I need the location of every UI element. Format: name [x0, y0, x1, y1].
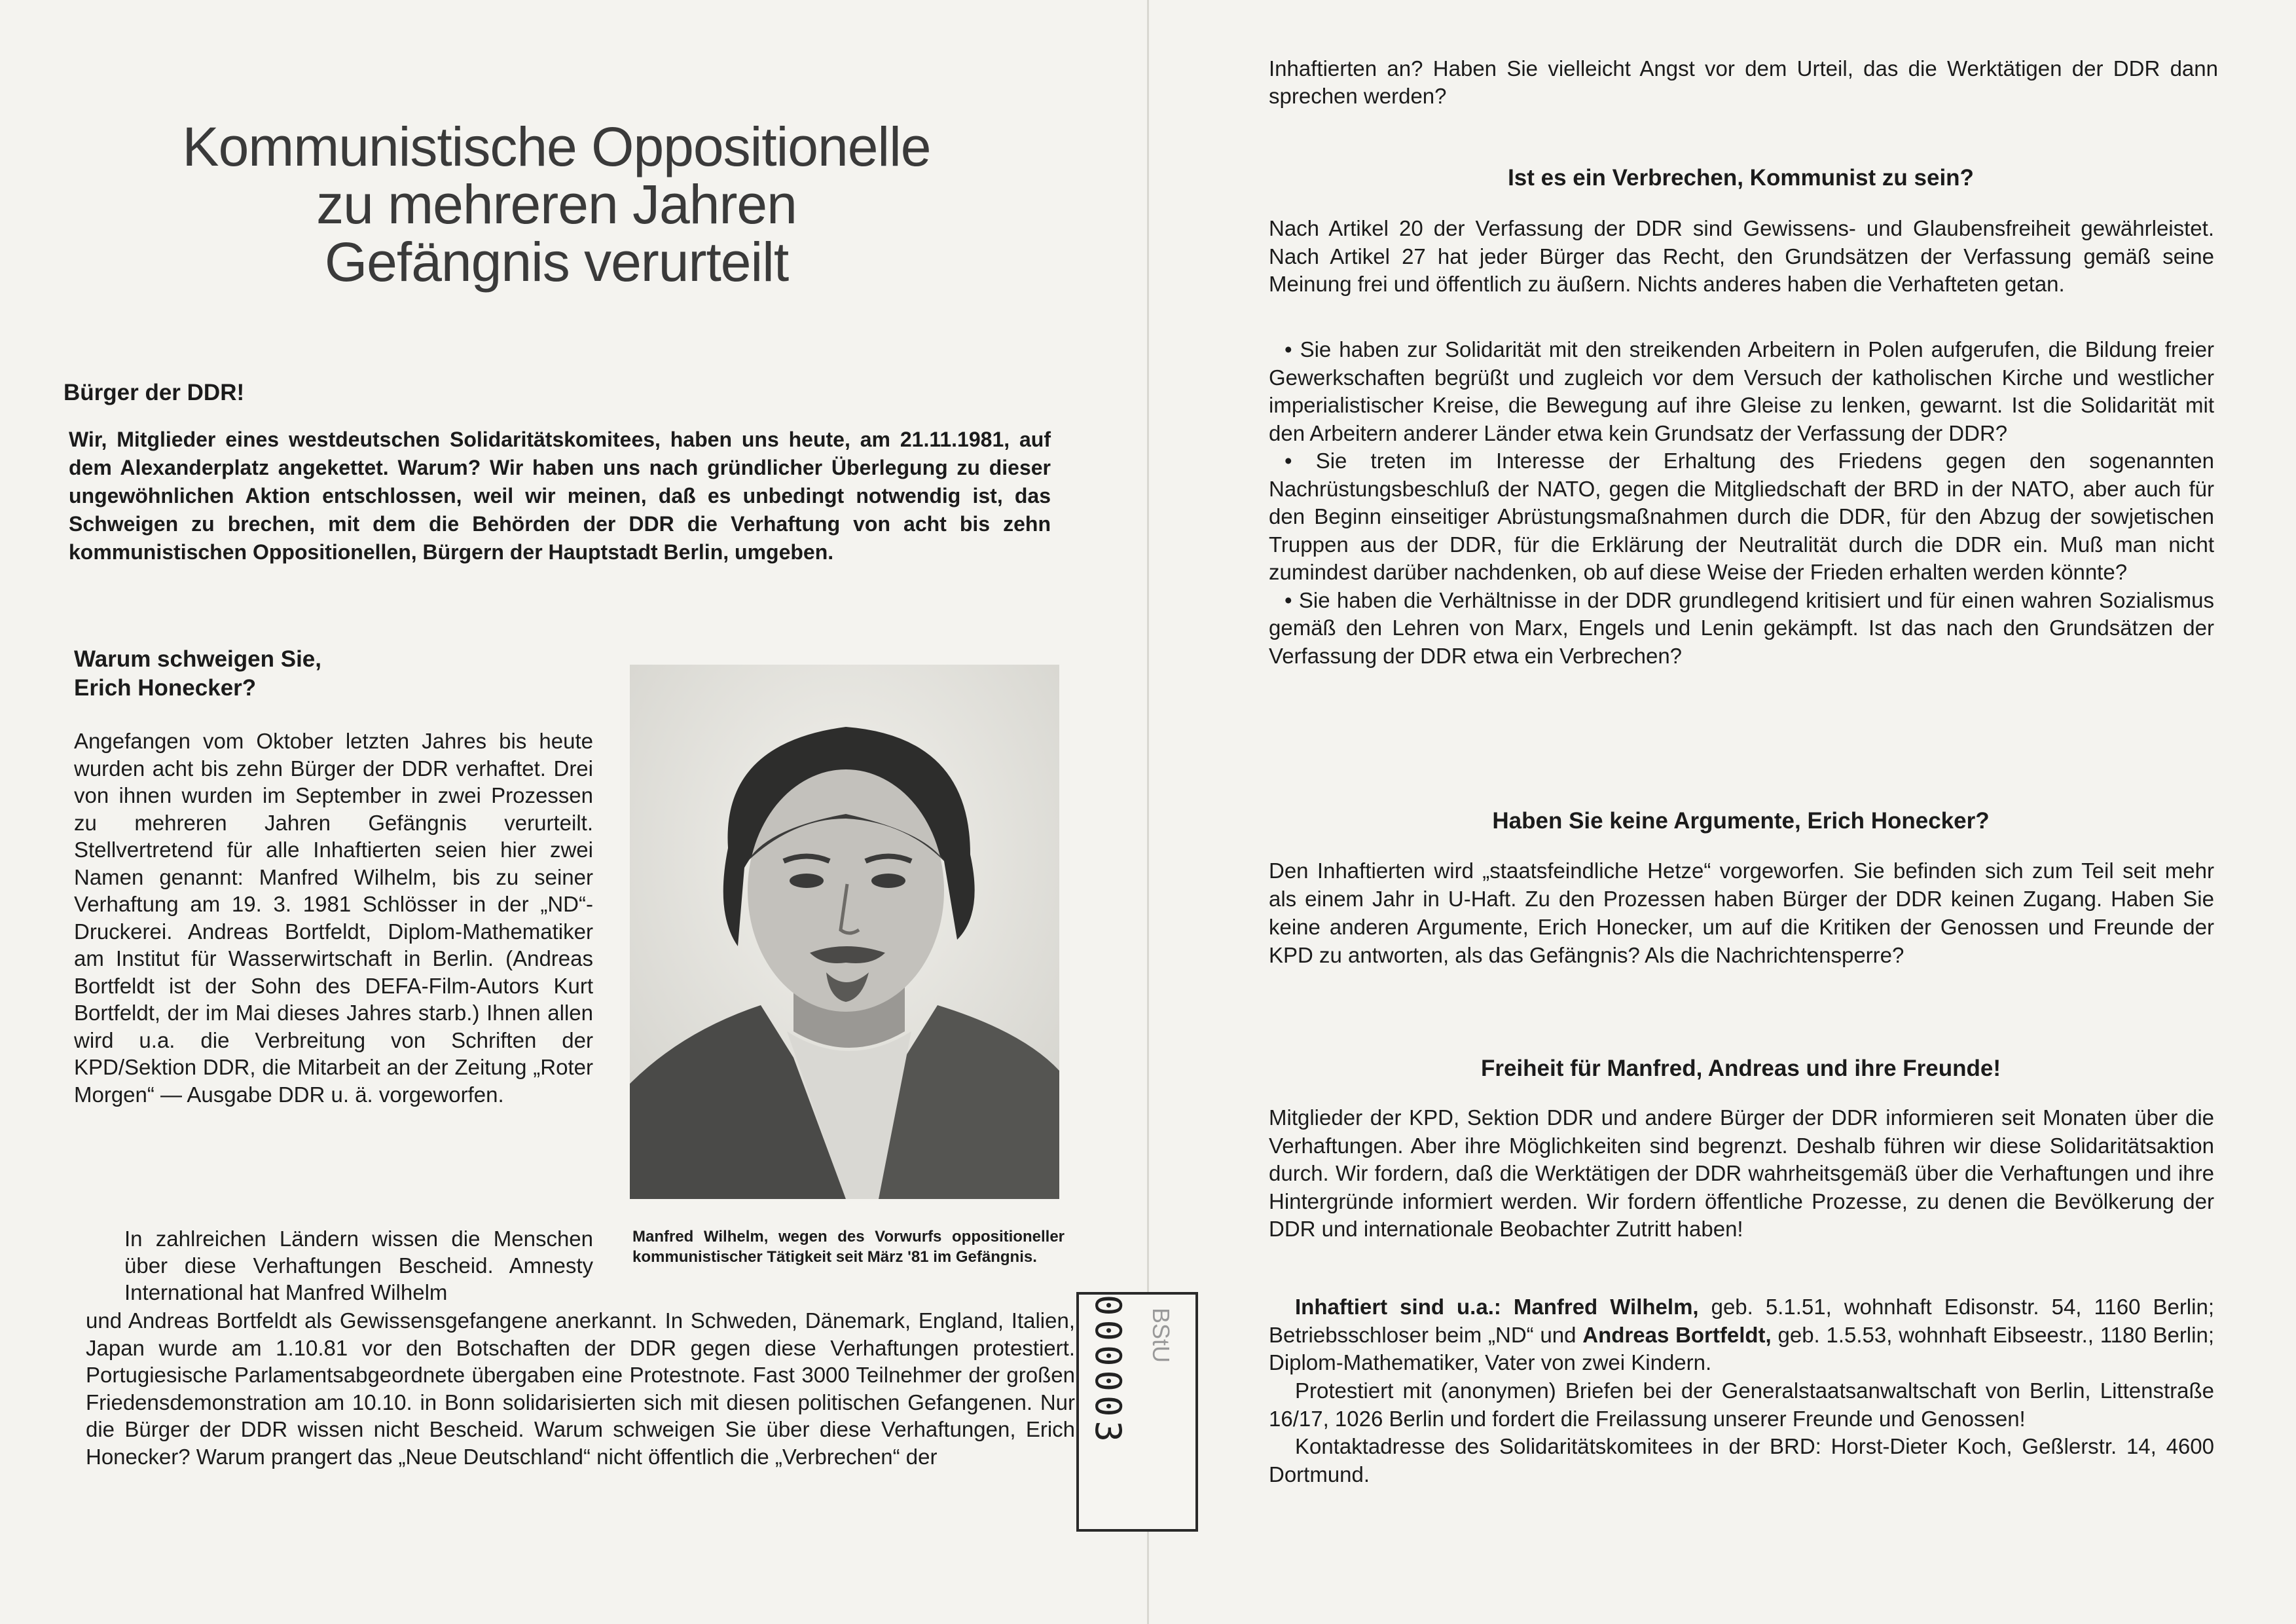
section-heading-line-1: Warum schweigen Sie, [74, 646, 321, 672]
body-paragraph-2-bottom: und Andreas Bortfeldt als Gewissensgefangene anerkannt. In Schweden, Dänemark, England, Italien, Japan wurde am 1.10.81 vor den Botschaften der DDR gegen diese Verhaftungen protestiert. Portugiesische Parlamentsabgeordnete übergaben eine Protestnote. Fast 3000 Teilnehmer der großen Friedensdemonstration am 10.10. in Bonn solidarisierten sich mit diesen politischen Gefangenen. Nur die Bürger der DDR wissen nicht Bescheid. Warum schweigen Sie über diese Verhaftungen, Erich Honecker? Warum prangert das „Neue Deutschland“ nicht öffentlich die „Verbrechen“ der [86, 1308, 1075, 1469]
paragraph-prisoners [1269, 1293, 2214, 1377]
portrait-photo [630, 665, 1059, 1199]
bullet-symbol: • [1285, 587, 1292, 612]
photo-caption: Manfred Wilhelm, wegen des Vorwurfs oppositioneller kommunistischer Tätigkeit seit März '81 im Gefängnis. [632, 1228, 1065, 1266]
bullet-symbol: • [1285, 449, 1292, 473]
greeting: Bürger der DDR! [64, 380, 245, 405]
prisoners-text-b: geb. 1.5.53, wohnhaft Eibseestr., 1180 Berlin; Diplom-Mathematiker, Vater von zwei Kindern. [1269, 1322, 2214, 1375]
headline-line-2: zu mehreren Jahren [316, 174, 797, 235]
headline-line-3: Gefängnis verurteilt [324, 231, 789, 293]
section-heading-line-2: Erich Honecker? [74, 675, 257, 701]
bullet-text: Sie haben zur Solidarität mit den streikenden Arbeitern in Polen aufgerufen, die Bildung freier Gewerkschaften begrüßt und zugleich vor dem Versuch der katholischen Kirche und westlicher imperialistischer Kreise, die Bewegung auf ihre Gleise zu lenken, gewarnt. Ist die Solidarität mit den Arbeitern anderer Länder etwa kein Grundsatz der Verfassung der DDR? [1269, 337, 2214, 445]
stamp-label: BStU [1148, 1308, 1175, 1363]
intro-paragraph: Wir, Mitglieder eines westdeutschen Solidaritätskomitees, haben uns heute, am 21.11.1981, auf dem Alexanderplatz angekettet. Warum? Wir haben uns nach gründlicher Überlegung zu dieser ungewöhnlichen Aktion entschlossen, weil wir meinen, daß es unbedingt notwendig ist, das Schweigen zu brechen, mit dem die Behörden der DDR die Verhaftung von acht bis zehn kommunistischen Oppositionellen, Bürgern der Hauptstadt Berlin, umgeben. [69, 428, 1051, 564]
bullet-item-poland [1269, 336, 2214, 447]
headline-line-1: Kommunistische Oppositionelle [182, 116, 931, 177]
bullet-list [1269, 336, 2214, 670]
prisoners-lead: Inhaftiert sind u.a.: Manfred Wilhelm, [1295, 1295, 1699, 1319]
heading-crime: Ist es ein Verbrechen, Kommunist zu sein? [1508, 165, 1974, 191]
body-paragraph-1: Angefangen vom Oktober letzten Jahres bis heute wurden acht bis zehn Bürger der DDR verhaftet. Drei von ihnen wurden im September in zwei Prozessen zu mehreren Jahren Gefängnis verurteilt. Stellvertretend für alle Inhaftierten seien hier zwei Namen genannt: Manfred Wilhelm, bis zu seiner Verhaftung am 19. 3. 1981 Schlösser in der „ND“-Druckerei. Andreas Bortfeldt, Diplom-Mathematiker am Institut für Wasserwirtschaft in Berlin. (Andreas Bortfeldt ist der Sohn des DEFA-Film-Autors Kurt Bortfeldt, der im Mai dieses Jahres starb.) Ihnen allen wird u.a. die Verbreitung von Schriften der KPD/Sektion DDR, die Mitarbeit an der Zeitung „Roter Morgen“ — Ausgabe DDR u. ä. vorgeworfen. [74, 729, 593, 1107]
heading-freedom: Freiheit für Manfred, Andreas und ihre Freunde! [1480, 1056, 2001, 1081]
continuation-text: Inhaftierten an? Haben Sie vielleicht Angst vor dem Urteil, das die Werktätigen der DDR dann sprechen werden? [1269, 56, 2218, 108]
bullet-item-socialism [1269, 587, 2214, 671]
stamp-number: 000003 [1087, 1295, 1129, 1447]
right-page [1148, 0, 2296, 1624]
headline [98, 118, 1015, 291]
paragraph-demands: Mitglieder der KPD, Sektion DDR und andere Bürger der DDR informieren seit Monaten über die Verhaftungen. Aber ihre Möglichkeiten sind begrenzt. Deshalb führen wir diese Solidaritätsaktion durch. Wir fordern, daß die Werktätigen der DDR wahrheitsgemäß über die Verhaftungen und ihre Hintergründe informiert werden. Wir fordern öffentliche Prozesse, zu denen die Bevölkerung der DDR und internationale Beobachter Zutritt haben! [1269, 1105, 2214, 1241]
prisoners-text-a: geb. 5.1.51, wohnhaft Edisonstr. 54, 1160 Berlin; Betriebsschloser beim „ND“ und [1269, 1295, 2214, 1347]
heading-arguments: Haben Sie keine Argumente, Erich Honecker? [1492, 808, 1990, 834]
prisoner-name-2: Andreas Bortfeldt, [1582, 1322, 1772, 1347]
body-paragraph-2-top: In zahlreichen Ländern wissen die Menschen über diese Verhaftungen Bescheid. Amnesty International hat Manfred Wilhelm [124, 1227, 593, 1304]
bullet-text: Sie treten im Interesse der Erhaltung des Friedens gegen den sogenannten Nachrüstungsbeschluß der NATO, gegen die Mitgliedschaft der BRD in der NATO, aber auch für den Beginn einseitiger Abrüstungsmaßnahmen durch die DDR, für den Abzug der sowjetischen Truppen aus der DDR, für die Erklärung der Neutralität durch die DDR ein. Muß man nicht zumindest darüber nachdenken, ob auf diese Weise der Frieden erhalten werden könnte? [1269, 449, 2215, 584]
bullet-symbol: • [1285, 337, 1292, 361]
paragraph-protest: Protestiert mit (anonymen) Briefen bei der Generalstaatsanwaltschaft von Berlin, Littenstraße 16/17, 1026 Berlin und fordert die Freilassung unserer Freunde und Genossen! [1269, 1378, 2214, 1431]
paragraph-arguments: Den Inhaftierten wird „staatsfeindliche Hetze“ vorgeworfen. Sie befinden sich zum Teil seit mehr als einem Jahr in U-Haft. Zu den Prozessen haben Bürger der DDR keinen Zugang. Haben Sie keine anderen Argumente, Erich Honecker, um auf die Kritiken der Genossen und Freunde der KPD zu antworten, als das Gefängnis? Als die Nachrichtensperre? [1269, 858, 2214, 967]
paragraph-contact: Kontaktadresse des Solidaritätskomitees in der BRD: Horst-Dieter Koch, Geßlerstr. 14, 4600 Dortmund. [1269, 1434, 2214, 1486]
bullet-item-peace [1269, 447, 2214, 587]
bullet-text: Sie haben die Verhältnisse in der DDR grundlegend kritisiert und für einen wahren Sozialismus gemäß den Lehren von Marx, Engels und Lenin gekämpft. Ist das nach den Grundsätzen der Verfassung der DDR etwa ein Verbrechen? [1269, 587, 2214, 668]
portrait-image [630, 665, 1059, 1199]
paragraph-constitution: Nach Artikel 20 der Verfassung der DDR sind Gewissens- und Glaubensfreiheit gewährleistet. Nach Artikel 27 hat jeder Bürger das Recht, den Grundsätzen der Verfassung gemäß seine Meinung frei und öffentlich zu äußern. Nichts anderes haben die Verhafteten getan. [1269, 216, 2214, 296]
section-heading-why-silent [74, 645, 467, 703]
